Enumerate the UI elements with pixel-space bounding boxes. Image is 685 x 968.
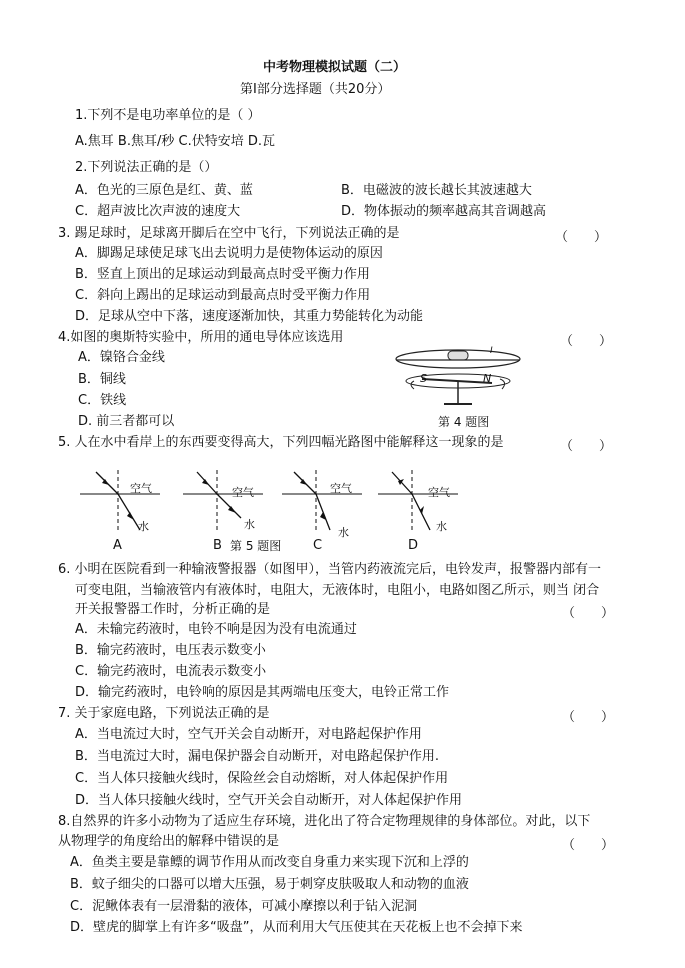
q8-answer-paren: （ ） xyxy=(562,838,615,853)
diagram-a-water-label: 水 xyxy=(138,520,149,533)
q2-option-c: C．超声波比次声波的速度大 xyxy=(75,204,241,219)
diagram-c-water-label: 水 xyxy=(338,526,349,539)
q7-option-b: B．当电流过大时，漏电保护器会自动断开，对电路起保护作用. xyxy=(75,749,440,764)
q4-option-b: B．铜线 xyxy=(78,372,126,387)
q8-stem-line2: 从物理学的角度给出的解释中错误的是 xyxy=(58,834,280,849)
q3-answer-paren: （ ） xyxy=(555,230,608,245)
q5-answer-paren: （ ） xyxy=(560,439,613,454)
diagram-b-air-label: 空气 xyxy=(232,486,254,499)
q6-stem-line1: 6. 小明在医院看到一种输液警报器（如图甲），当管内药液流完后，电铃发声，报警器内部有一 xyxy=(58,562,602,577)
q6-option-d: D．输完药液时，电铃响的原因是其两端电压变大，电铃正常工作 xyxy=(75,685,450,700)
q6-answer-paren: （ ） xyxy=(562,606,615,621)
diagram-a-label: A xyxy=(113,538,122,553)
q4-stem: 4.如图的奥斯特实验中，所用的通电导体应该选用 xyxy=(58,330,344,345)
q7-stem: 7. 关于家庭电路，下列说法正确的是 xyxy=(58,706,270,721)
q1-stem: 1.下列不是电功率单位的是（ ） xyxy=(75,108,261,123)
q7-option-d: D．当人体只接触火线时，空气开关会自动断开，对人体起保护作用 xyxy=(75,793,463,808)
refraction-diagram-c xyxy=(282,468,362,536)
diagram-d-water-label: 水 xyxy=(436,520,447,533)
diagram-d-air-label: 空气 xyxy=(428,486,450,499)
section-heading: 第Ⅰ部分选择题（共20分） xyxy=(240,82,391,97)
q7-option-a: A．当电流过大时，空气开关会自动断开，对电路起保护作用 xyxy=(75,727,422,742)
q3-stem: 3. 踢足球时，足球离开脚后在空中飞行，下列说法正确的是 xyxy=(58,226,400,241)
oersted-n-pole: N xyxy=(483,372,492,385)
q4-option-d: D. 前三者都可以 xyxy=(78,414,175,429)
q2-option-b: B．电磁波的波长越长其波速越大 xyxy=(341,183,532,198)
diagram-a-air-label: 空气 xyxy=(130,482,152,495)
q4-figure-caption: 第 4 题图 xyxy=(438,415,490,429)
q6-option-b: B．输完药液时，电压表示数变小 xyxy=(75,643,266,658)
oersted-figure xyxy=(392,343,527,408)
q8-option-d: D．壁虎的脚掌上有许多“吸盘”，从而利用大气压使其在天花板上也不会掉下来 xyxy=(70,920,523,935)
q4-option-c: C．铁线 xyxy=(78,393,127,408)
oersted-current-label: I xyxy=(490,346,493,356)
q5-figure-caption: 第 5 题图 xyxy=(230,539,282,553)
q4-answer-paren: （ ） xyxy=(560,334,613,349)
q1-options: A.焦耳 B.焦耳/秒 C.伏特安培 D.瓦 xyxy=(75,134,275,149)
diagram-b-label: B xyxy=(213,538,222,553)
q8-stem-line1: 8.自然界的许多小动物为了适应生存环境，进化出了符合定物理规律的身体部位。对此，以下 xyxy=(58,814,591,829)
q3-option-c: C．斜向上踢出的足球运动到最高点时受平衡力作用 xyxy=(75,288,371,303)
q2-option-d: D．物体振动的频率越高其音调越高 xyxy=(341,204,547,219)
q7-option-c: C．当人体只接触火线时，保险丝会自动熔断，对人体起保护作用 xyxy=(75,771,449,786)
q2-option-a: A．色光的三原色是红、黄、蓝 xyxy=(75,183,253,198)
diagram-b-water-label: 水 xyxy=(244,518,255,531)
diagram-c-air-label: 空气 xyxy=(330,482,352,495)
diagram-c-label: C xyxy=(313,538,323,553)
q6-option-a: A．未输完药液时，电铃不响是因为没有电流通过 xyxy=(75,622,357,637)
q3-option-b: B．竖直上顶出的足球运动到最高点时受平衡力作用 xyxy=(75,267,370,282)
q7-answer-paren: （ ） xyxy=(562,710,615,725)
q8-option-b: B．蚊子细尖的口器可以增大压强，易于刺穿皮肤吸取人和动物的血液 xyxy=(70,877,469,892)
q3-option-d: D．足球从空中下落，速度逐渐加快，其重力势能转化为动能 xyxy=(75,309,424,324)
q4-option-a: A．镍铬合金线 xyxy=(78,350,165,365)
oersted-s-pole: S xyxy=(420,372,427,385)
q2-stem: 2.下列说法正确的是（） xyxy=(75,160,218,175)
q6-stem-line2: 可变电阻，当输液管内有液体时，电阻大，无液体时，电阻小，电路如图乙所示，则当 闭合 xyxy=(75,583,600,598)
exam-title: 中考物理模拟试题（二） xyxy=(263,60,407,75)
q6-stem-line3: 开关报警器工作时，分析正确的是 xyxy=(75,602,271,617)
q3-option-a: A．脚踢足球使足球飞出去说明力是使物体运动的原因 xyxy=(75,246,383,261)
q6-option-c: C．输完药液时，电流表示数变小 xyxy=(75,664,267,679)
diagram-d-label: D xyxy=(408,538,419,553)
q8-option-a: A．鱼类主要是靠鳔的调节作用从而改变自身重力来实现下沉和上浮的 xyxy=(70,855,469,870)
q5-stem: 5. 人在水中看岸上的东西要变得高大，下列四幅光路图中能解释这一现象的是 xyxy=(58,435,504,450)
q8-option-c: C．泥鳅体表有一层滑黏的液体，可减小摩擦以利于钻入泥洞 xyxy=(70,899,418,914)
